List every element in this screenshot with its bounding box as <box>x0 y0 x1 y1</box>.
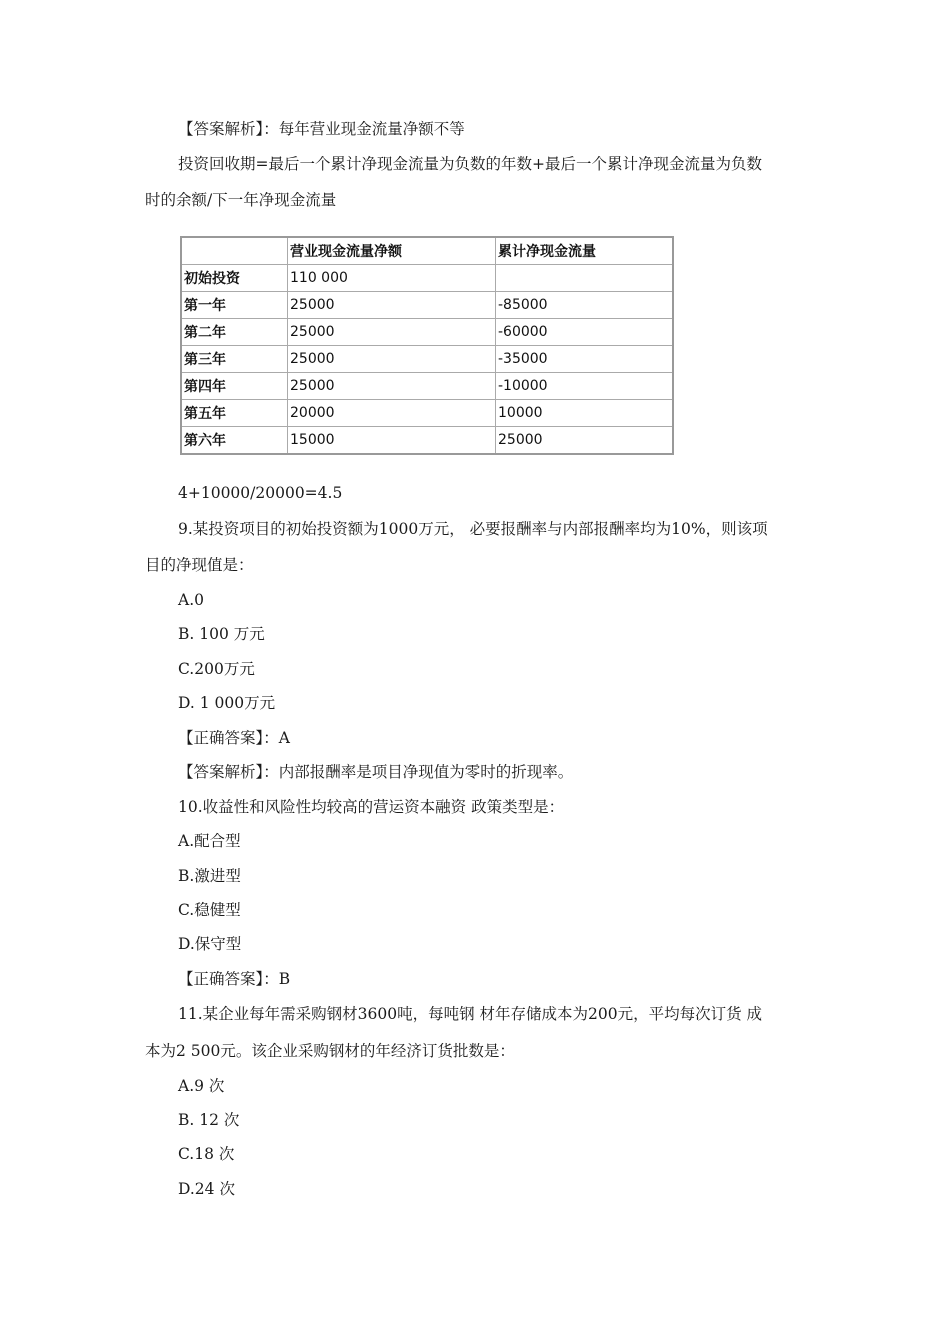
row-label: 初始投资 <box>181 265 288 292</box>
table-row <box>181 399 673 426</box>
row-label: 第五年 <box>181 399 288 426</box>
q10-option-a: A.配合型 <box>178 832 241 850</box>
q10-stem: 10.收益性和风险性均较高的营运资本融资 政策类型是： <box>178 798 565 816</box>
row-label: 第六年 <box>181 426 288 454</box>
q11-option-a: A.9 次 <box>178 1077 225 1095</box>
analysis-header: 【答案解析】：每年营业现金流量净额不等 <box>178 120 465 138</box>
table-row <box>181 318 673 345</box>
row-label: 第一年 <box>181 291 288 318</box>
q10-option-b: B.激进型 <box>178 867 241 885</box>
table-cell: -35000 <box>496 345 674 372</box>
calc-result: 4+10000/20000=4.5 <box>178 484 343 502</box>
table-cell: 110 000 <box>288 265 496 292</box>
table-cell: 25000 <box>288 372 496 399</box>
q10-option-c: C.稳健型 <box>178 901 241 919</box>
q9-analysis: 【答案解析】：内部报酬率是项目净现值为零时的折现率。 <box>178 763 574 781</box>
table-header-cell <box>181 237 288 265</box>
q10-option-d: D.保守型 <box>178 935 242 953</box>
table-header-cell: 营业现金流量净额 <box>288 237 496 265</box>
q9-answer: 【正确答案】：A <box>178 729 290 747</box>
table-cell: -60000 <box>496 318 674 345</box>
q9-option-b: B. 100 万元 <box>178 625 265 643</box>
q11-stem-line-1: 11.某企业每年需采购钢材3600吨，每吨钢 材年存储成本为200元，平均每次订货 成 <box>178 1005 763 1023</box>
q11-stem-line-2: 本为2 500元。该企业采购钢材的年经济订货批数是： <box>145 1042 515 1060</box>
table-cell: 25000 <box>288 318 496 345</box>
q11-option-d: D.24 次 <box>178 1180 235 1198</box>
table-row <box>181 291 673 318</box>
table-cell: -10000 <box>496 372 674 399</box>
q9-option-c: C.200万元 <box>178 660 255 678</box>
table-cell <box>496 265 674 292</box>
q9-stem-line-1: 9.某投资项目的初始投资额为1000万元， 必要报酬率与内部报酬率均为10%，则该项 <box>178 520 768 538</box>
table-cell: 25000 <box>288 345 496 372</box>
table-cell: -85000 <box>496 291 674 318</box>
formula-line-2: 时的余额/下一年净现金流量 <box>145 191 337 209</box>
table-row <box>181 265 673 292</box>
table-cell: 10000 <box>496 399 674 426</box>
q9-option-d: D. 1 000万元 <box>178 694 276 712</box>
row-label: 第三年 <box>181 345 288 372</box>
q11-option-c: C.18 次 <box>178 1145 235 1163</box>
q9-option-a: A.0 <box>178 591 204 609</box>
table-row <box>181 345 673 372</box>
table-cell: 25000 <box>288 291 496 318</box>
table-cell: 25000 <box>496 426 674 454</box>
table-row <box>181 372 673 399</box>
table-cell: 20000 <box>288 399 496 426</box>
formula-line-1: 投资回收期=最后一个累计净现金流量为负数的年数+最后一个累计净现金流量为负数 <box>178 155 762 173</box>
q9-stem-line-2: 目的净现值是： <box>145 556 254 574</box>
q11-option-b: B. 12 次 <box>178 1111 240 1129</box>
cash-flow-table <box>180 236 674 455</box>
table-header-row <box>181 237 673 265</box>
row-label: 第二年 <box>181 318 288 345</box>
q10-answer: 【正确答案】：B <box>178 970 291 988</box>
row-label: 第四年 <box>181 372 288 399</box>
table-header-cell: 累计净现金流量 <box>496 237 674 265</box>
table-cell: 15000 <box>288 426 496 454</box>
table-row <box>181 426 673 454</box>
